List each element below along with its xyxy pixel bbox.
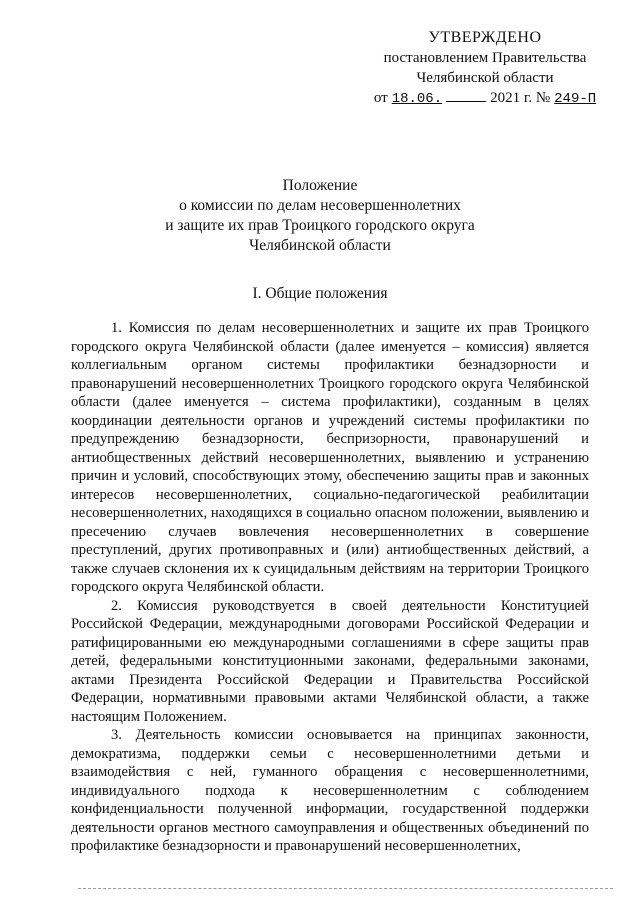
approval-heading: УТВЕРЖДЕНО	[428, 29, 542, 46]
document-body	[71, 319, 589, 856]
approval-line-1: постановлением Правительства	[383, 50, 587, 66]
date-underline	[446, 101, 486, 102]
document-number: 249-П	[554, 91, 597, 107]
paragraph-3: 3. Деятельность комиссии основывается на принципах законности, демократизма, поддержки семьи с несовершеннолетними детьми и взаимодействия с ней, гуманного обращения с несовершеннолетними, индивидуального подхода к несовершеннолетним с соблюдением конфиденциальности полученной информации, государственной поддержки деятельности органов местного самоуправления и общественных объединений по профилактике безнадзорности и правонарушений несовершеннолетних,	[71, 727, 589, 854]
footer-divider	[78, 888, 613, 889]
paragraph-1: 1. Комиссия по делам несовершеннолетних и защите их прав Троицкого городского округа Челябинской области (далее именуется – комиссия) является коллегиальным органом системы профилактики безнадзорности и правонарушений несовершеннолетних Троицкого городского округа Челябинской области (далее именуется – система профилактики), созданным в целях координации деятельности органов и учреждений системы профилактики по предупреждению безнадзорности, беспризорности, правонарушений и антиобщественных действий несовершеннолетних, выявлению и устранению причин и условий, способствующих этому, обеспечению защиты прав и законных интересов несовершеннолетних, социально-педагогической реабилитации несовершеннолетних, находящихся в социально опасном положении, выявлению и пресечению случаев вовлечения несовершеннолетних в совершение преступлений, других противоправных и (или) антиобщественных действий, а также случаев склонения их к суицидальным действиям на территории Троицкого городского округа Челябинской области.	[71, 320, 589, 595]
approval-date-line	[360, 88, 610, 109]
year-label: 2021 г. №	[490, 90, 551, 106]
paragraph-2: 2. Комиссия руководствуется в своей деятельности Конституцией Российской Федерации, международными договорами Российской Федерации и ратифицированными ею международными соглашениями в сфере защиты прав детей, федеральными конституционными законами, федеральными законами, актами Президента Российской Федерации и Правительства Российской Федерации, нормативными правовыми актами Челябинской области, а также настоящим Положением.	[71, 597, 589, 725]
date-value: 18.06.	[391, 91, 443, 107]
title-line-1: Положение	[282, 177, 358, 194]
document-title	[0, 176, 640, 256]
date-prefix: от	[373, 90, 388, 106]
title-line-3: и защите их прав Троицкого городского округа	[165, 217, 475, 234]
title-line-2: о комиссии по делам несовершеннолетних	[179, 197, 461, 214]
title-line-4: Челябинской области	[249, 237, 391, 254]
approval-line-2: Челябинской области	[416, 70, 554, 86]
section-heading: I. Общие положения	[252, 285, 388, 302]
approval-stamp	[360, 28, 610, 109]
